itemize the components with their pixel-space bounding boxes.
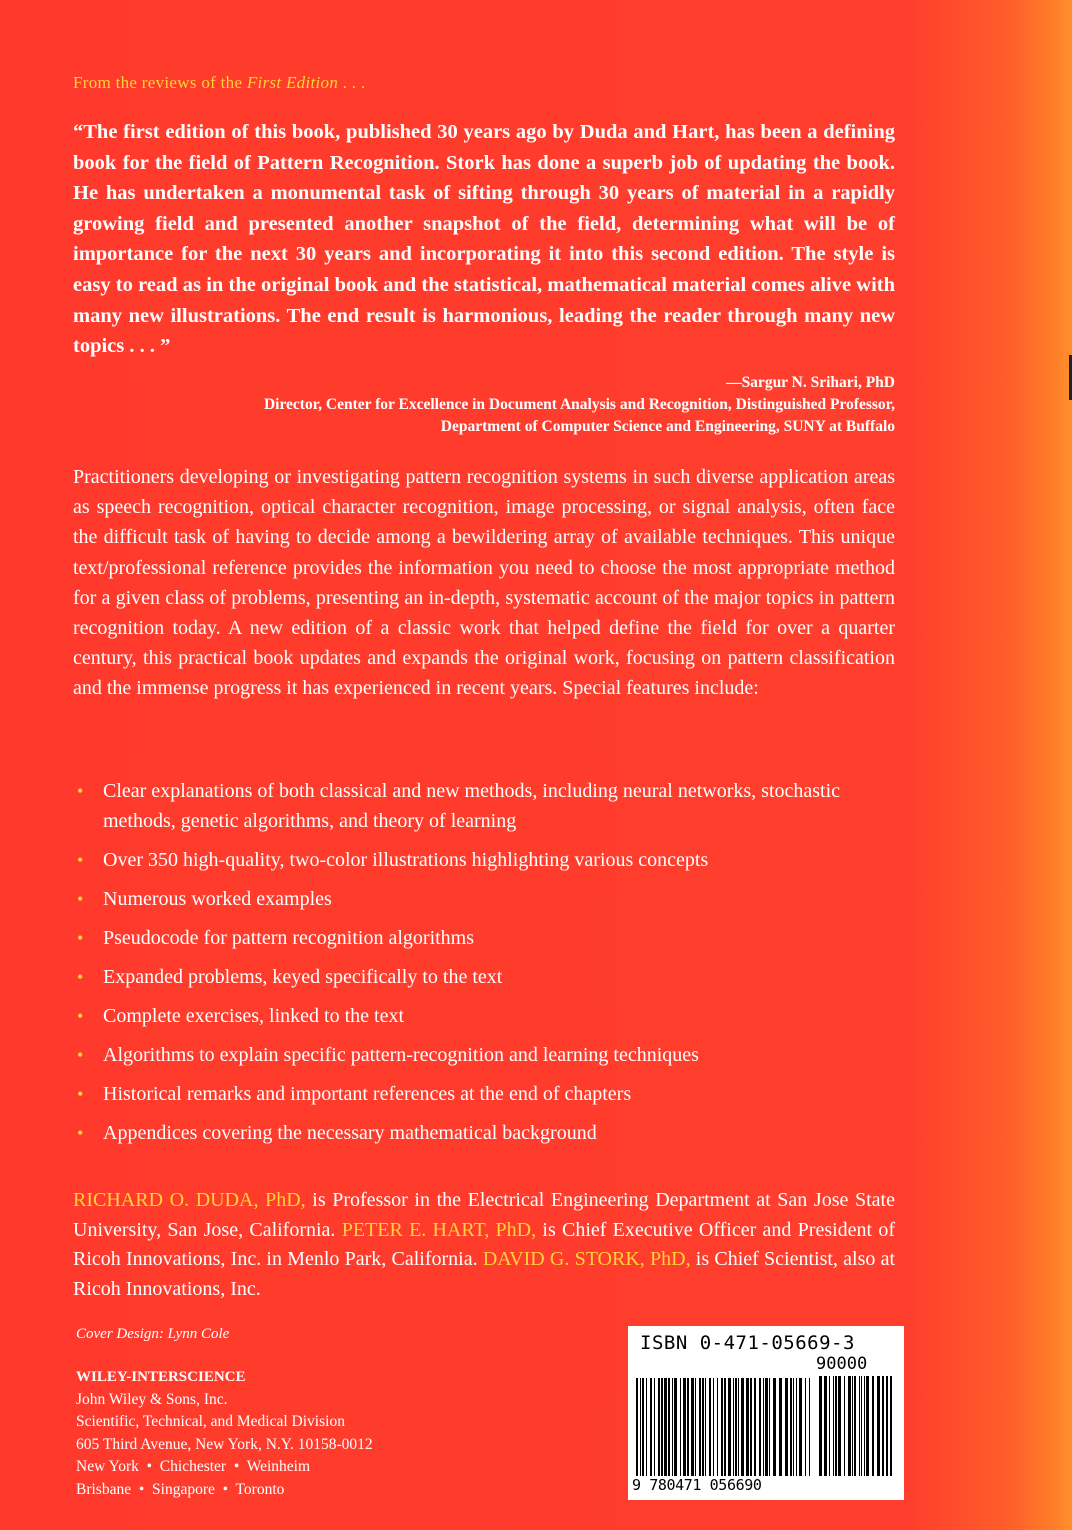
author-bio-duda: is Professor in the Electrical Engineering Department at San Jose State University, San Jose, California. (73, 1189, 895, 1241)
book-description: Practitioners developing or investigating pattern recognition systems in such diverse application areas as speech recognition, optical character recognition, image processing, or signal analysis, often face the difficult task of having to decide among a bewildering array of available techniques. This unique text/professional reference provides the information you need to choose the most appropriate method for a given class of problems, presenting an in-depth, systematic account of the major topics in pattern recognition today. A new edition of a classic work that helped define the field for over a quarter century, this practical book updates and expands the original work, focusing on pattern classification and the immense progress it has experienced in recent years. Special features include: (73, 466, 895, 700)
publisher-address: 605 Third Avenue, New York, N.Y. 10158-0012 (76, 1435, 373, 1453)
price-code: 90000 (816, 1354, 868, 1374)
publisher-imprint: WILEY-INTERSCIENCE (76, 1369, 246, 1385)
review-attribution (264, 372, 895, 438)
publisher-block (76, 1366, 373, 1501)
author-bio-stork: is Chief Scientist, also at Ricoh Innovations, Inc. (73, 1248, 896, 1300)
list-item: • Complete exercises, linked to the text (73, 1001, 895, 1031)
review-intro (73, 73, 365, 93)
barcode-box (628, 1326, 904, 1500)
ean-barcode-icon (634, 1378, 814, 1476)
list-item: • Historical remarks and important references at the end of chapters (73, 1079, 895, 1109)
bullet-icon: • (77, 889, 84, 909)
publisher-cities-2: Brisbane • Singapore • Toronto (76, 1480, 285, 1498)
bullet-icon: • (77, 1006, 84, 1026)
attribution-line-1: Director, Center for Excellence in Document Analysis and Recognition, Distinguished Professor, (263, 396, 895, 413)
features-list (73, 776, 895, 1157)
cover-design-credit: Cover Design: Lynn Cole (76, 1326, 230, 1342)
bullet-icon: • (77, 781, 84, 801)
attribution-name: —Sargur N. Srihari, PhD (726, 374, 895, 391)
list-item: • Pseudocode for pattern recognition algorithms (73, 923, 895, 953)
author-name-duda: RICHARD O. DUDA, PhD, (73, 1189, 306, 1211)
bullet-icon: • (77, 928, 84, 948)
publisher-division: Scientific, Technical, and Medical Division (76, 1413, 345, 1430)
list-item: • Appendices covering the necessary mathematical background (73, 1118, 895, 1148)
attribution-line-2: Department of Computer Science and Engineering, SUNY at Buffalo (440, 418, 895, 435)
publisher-cities-1: New York • Chichester • Weinheim (76, 1458, 311, 1475)
bullet-icon: • (77, 967, 84, 987)
author-bio-hart: is Chief Executive Officer and President of Ricoh Innovations, Inc. in Menlo Park, California. (73, 1218, 896, 1270)
review-intro-edition: First Edition (246, 73, 339, 92)
list-item: • Expanded problems, keyed specifically to the text (73, 962, 895, 992)
bullet-icon: • (77, 1084, 84, 1104)
review-intro-prefix: From the reviews of the (73, 73, 247, 92)
bullet-icon: • (77, 1045, 84, 1065)
addon-barcode-icon (817, 1376, 897, 1476)
list-item: • Algorithms to explain specific pattern-recognition and learning techniques (73, 1040, 895, 1070)
list-item: • Numerous worked examples (73, 884, 895, 914)
review-intro-suffix: . . . (338, 73, 366, 92)
spine-edge-shading (1020, 0, 1072, 1530)
review-quote: “The first edition of this book, published 30 years ago by Duda and Hart, has been a defining book for the field of Pattern Recognition. Stork has done a superb job of updating the book. He has undertaken a monumental task of sifting through 30 years of material in a rapidly growing field and presented another snapshot of the field, determining what will be of importance for the next 30 years and incorporating it into this second edition. The style is easy to read as in the original book and the statistical, mathematical material comes alive with many new illustrations. The end result is harmonious, leading the reader through many new topics . . . ” (73, 121, 895, 358)
bullet-icon: • (77, 850, 84, 870)
list-item: • Clear explanations of both classical and new methods, including neural networks, stochastic methods, genetic algorithms, and theory of learning (73, 776, 895, 836)
author-name-hart: PETER E. HART, PhD, (341, 1218, 537, 1241)
isbn-text: ISBN 0-471-05669-3 (640, 1332, 855, 1354)
author-bios (73, 1186, 895, 1304)
ean-digits: 9 780471 056690 (632, 1476, 762, 1494)
bullet-icon: • (77, 1123, 84, 1143)
list-item: • Over 350 high-quality, two-color illustrations highlighting various concepts (73, 845, 895, 875)
author-name-stork: DAVID G. STORK, PhD, (482, 1248, 691, 1270)
publisher-company: John Wiley & Sons, Inc. (76, 1390, 228, 1408)
